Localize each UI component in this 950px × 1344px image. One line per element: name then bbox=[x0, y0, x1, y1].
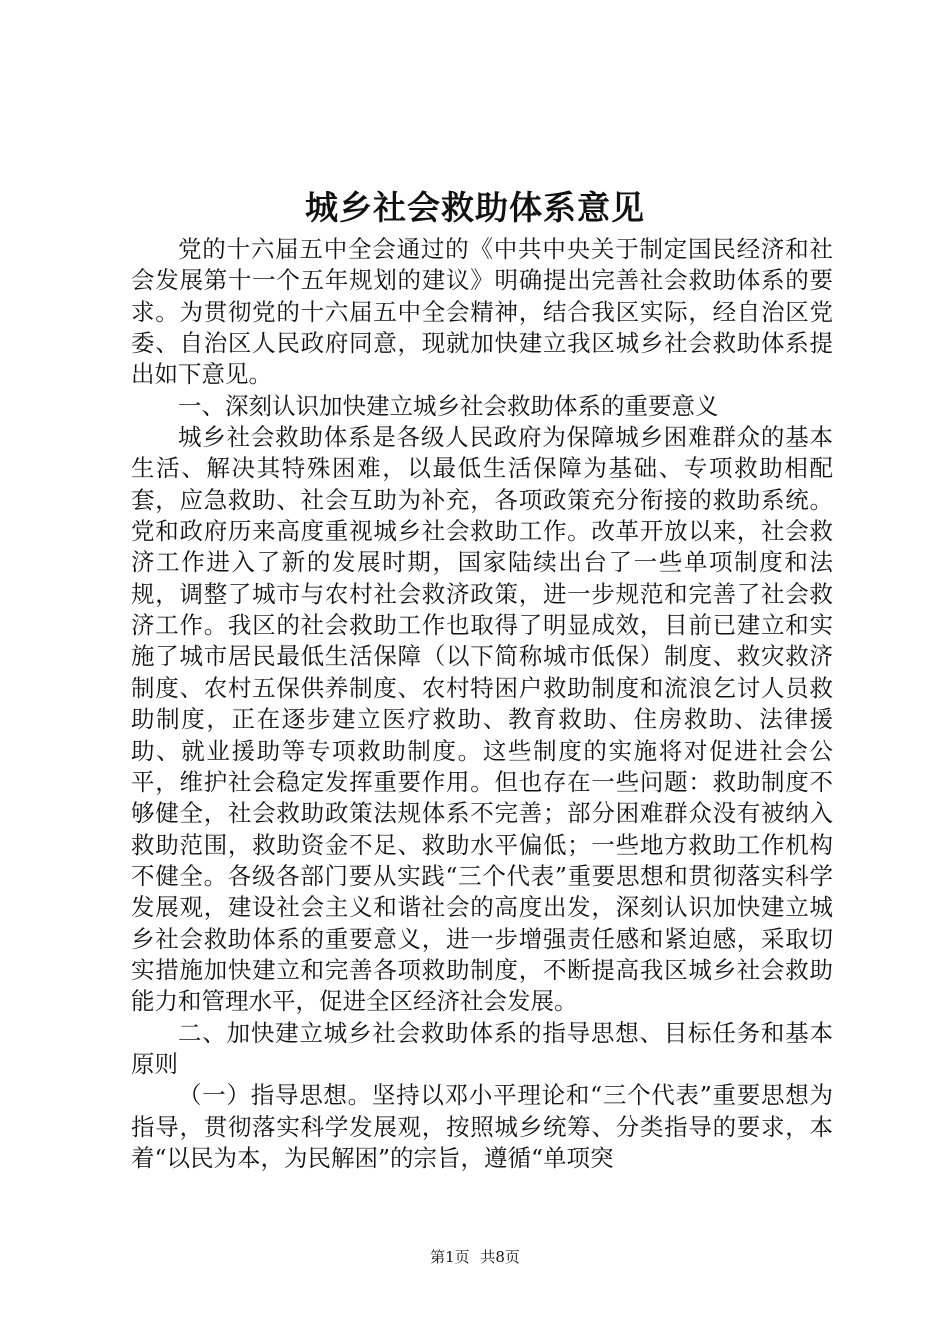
paragraph-guiding-ideology: （一）指导思想。坚持以邓小平理论和“三个代表”重要思想为指导，贯彻落实科学发展观，按照城乡统筹、分类指导的要求，本着“以民为本，为民解困”的宗旨，遵循“单项突 bbox=[131, 1081, 833, 1172]
page-number: 第1页 bbox=[430, 1248, 470, 1266]
paragraph-intro: 党的十六届五中全会通过的《中共中央关于制定国民经济和社会发展第十一个五年规划的建议》明确提出完善社会救助体系的要求。为贯彻党的十六届五中全会精神，结合我区实际，经自治区党委、自治区人民政府同意，现就加快建立我区城乡社会救助体系提出如下意见。 bbox=[131, 235, 833, 389]
page-footer bbox=[0, 1247, 950, 1267]
section-heading-2: 二、加快建立城乡社会救助体系的指导思想、目标任务和基本原则 bbox=[131, 1018, 833, 1078]
document-title: 城乡社会救助体系意见 bbox=[305, 188, 645, 227]
document-body bbox=[131, 234, 833, 1174]
page-total: 共8页 bbox=[480, 1248, 520, 1266]
section-heading-1: 一、深刻认识加快建立城乡社会救助体系的重要意义 bbox=[178, 391, 719, 420]
paragraph-section-1: 城乡社会救助体系是各级人民政府为保障城乡困难群众的基本生活、解决其特殊困难，以最低生活保障为基础、专项救助相配套，应急救助、社会互助为补充，各项政策充分衔接的救助系统。党和政府历来高度重视城乡社会救助工作。改革开放以来，社会救济工作进入了新的发展时期，国家陆续出台了一些单项制度和法规，调整了城市与农村社会救济政策，进一步规范和完善了社会救济工作。我区的社会救助工作也取得了明显成效，目前已建立和实施了城市居民最低生活保障（以下简称城市低保）制度、救灾救济制度、农村五保供养制度、农村特困户救助制度和流浪乞讨人员救助制度，正在逐步建立医疗救助、教育救助、住房救助、法律援助、就业援助等专项救助制度。这些制度的实施将对促进社会公平，维护社会稳定发挥重要作用。但也存在一些问题：救助制度不够健全，社会救助政策法规体系不完善；部分困难群众没有被纳入救助范围，救助资金不足、救助水平偏低；一些地方救助工作机构不健全。各级各部门要从实践“三个代表”重要思想和贯彻落实科学发展观，建设社会主义和谐社会的高度出发，深刻认识加快建立城乡社会救助体系的重要意义，进一步增强责任感和紧迫感，采取切实措施加快建立和完善各项救助制度，不断提高我区城乡社会救助能力和管理水平，促进全区经济社会发展。 bbox=[131, 423, 833, 1016]
